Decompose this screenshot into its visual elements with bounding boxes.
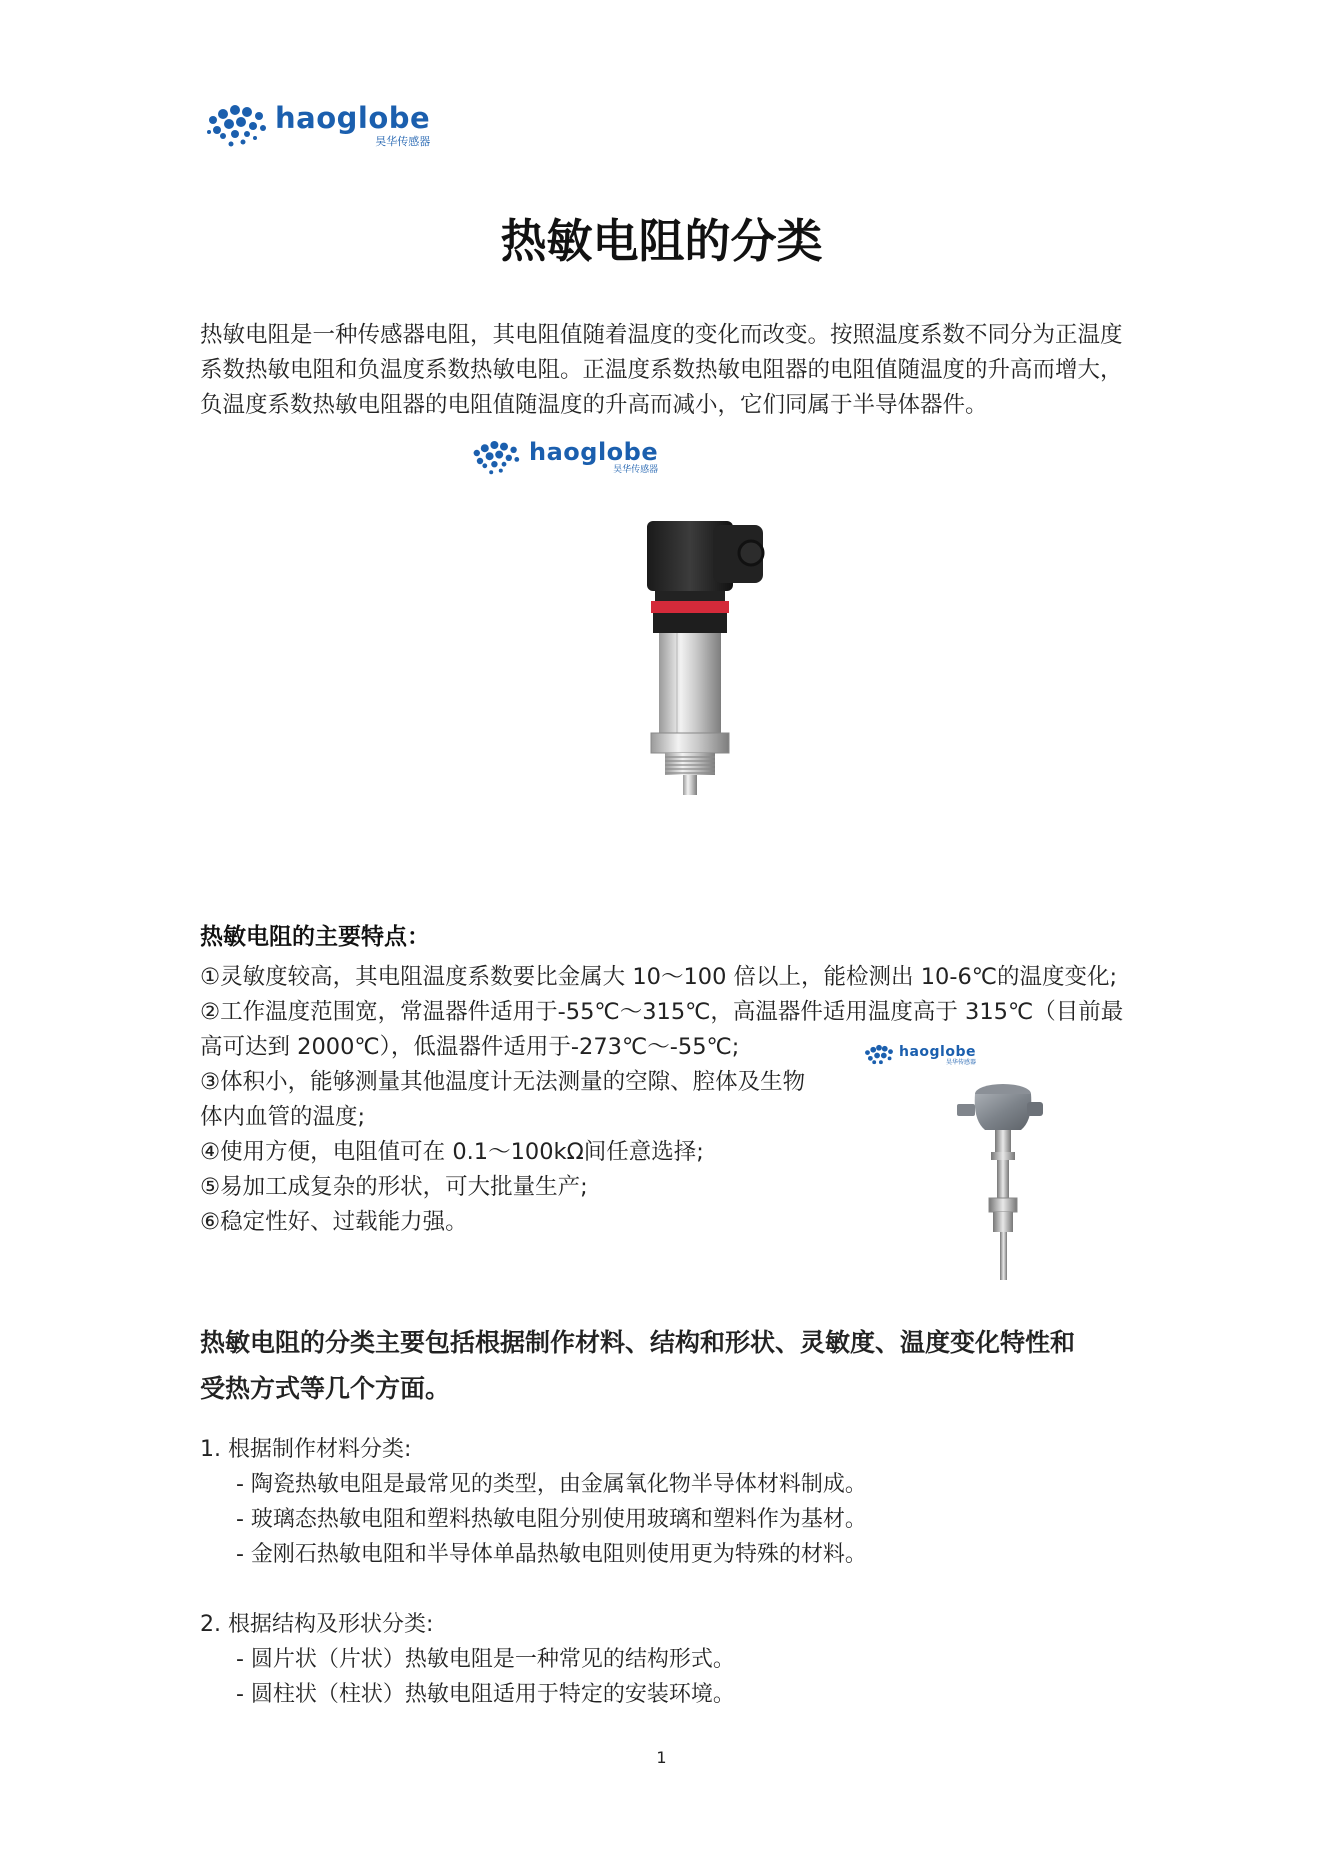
logo-brand-text: haoglobe [899, 1043, 976, 1060]
header-logo [205, 100, 430, 150]
page-number: 1 [656, 1748, 667, 1767]
small-image-logo [862, 1043, 976, 1067]
feature-line: 高可达到 2000℃），低温器件适用于-273℃～-55℃; [200, 1034, 740, 1060]
feature-line: ②工作温度范围宽，常温器件适用于-55℃～315℃，高温器件适用温度高于 315℃（目前最 [200, 999, 1124, 1025]
list-item: - 玻璃态热敏电阻和塑料热敏电阻分别使用玻璃和塑料作为基材。 [236, 1507, 867, 1532]
features-heading: 热敏电阻的主要特点： [200, 924, 430, 950]
feature-line: ⑥稳定性好、过载能力强。 [200, 1209, 468, 1235]
logo-sub-text: 昊华传感器 [613, 464, 659, 475]
logo-sub-text: 昊华传感器 [375, 134, 431, 148]
classification-heading-line: 热敏电阻的分类主要包括根据制作材料、结构和形状、灵敏度、温度变化特性和 [200, 1328, 1076, 1357]
list-item: - 陶瓷热敏电阻是最常见的类型，由金属氧化物半导体材料制成。 [236, 1472, 867, 1497]
list-title: 1. 根据制作材料分类: [200, 1437, 412, 1462]
list-item: - 圆柱状（柱状）热敏电阻适用于特定的安装环境。 [236, 1682, 735, 1707]
logo-dots-icon [862, 1043, 896, 1067]
list-item: - 圆片状（片状）热敏电阻是一种常见的结构形式。 [236, 1647, 735, 1672]
page-title: 热敏电阻的分类 [500, 214, 823, 268]
temperature-transmitter-image [625, 515, 775, 795]
thermocouple-image [955, 1080, 1055, 1280]
classification-heading [200, 1320, 1130, 1412]
classification-group-1 [200, 1432, 1130, 1572]
feature-line: ⑤易加工成复杂的形状，可大批量生产; [200, 1174, 588, 1200]
logo-dots-icon [468, 437, 524, 477]
feature-line: ①灵敏度较高，其电阻温度系数要比金属大 10～100 倍以上，能检测出 10-6℃的温度变化; [200, 964, 1118, 990]
logo-brand-text: haoglobe [275, 100, 431, 135]
image-logo [468, 437, 658, 477]
feature-line: 体内血管的温度; [200, 1104, 366, 1130]
logo-brand-text: haoglobe [529, 437, 659, 466]
logo-sub-text: 昊华传感器 [945, 1058, 976, 1066]
features-section [200, 918, 430, 951]
feature-line: ④使用方便，电阻值可在 0.1～100kΩ间任意选择; [200, 1139, 704, 1165]
intro-paragraph: 热敏电阻是一种传感器电阻，其电阻值随着温度的变化而改变。按照温度系数不同分为正温度系数热敏电阻和负温度系数热敏电阻。正温度系数热敏电阻器的电阻值随温度的升高而增大，负温度系数热敏电阻器的电阻值随温度的升高而减小，它们同属于半导体器件。 [200, 322, 1123, 418]
list-title: 2. 根据结构及形状分类: [200, 1612, 434, 1637]
logo-dots-icon [205, 100, 269, 150]
list-item: - 金刚石热敏电阻和半导体单晶热敏电阻则使用更为特殊的材料。 [236, 1542, 867, 1567]
classification-heading-line: 受热方式等几个方面。 [200, 1374, 451, 1403]
feature-line: ③体积小，能够测量其他温度计无法测量的空隙、腔体及生物 [200, 1069, 806, 1095]
classification-group-2 [200, 1607, 1130, 1712]
